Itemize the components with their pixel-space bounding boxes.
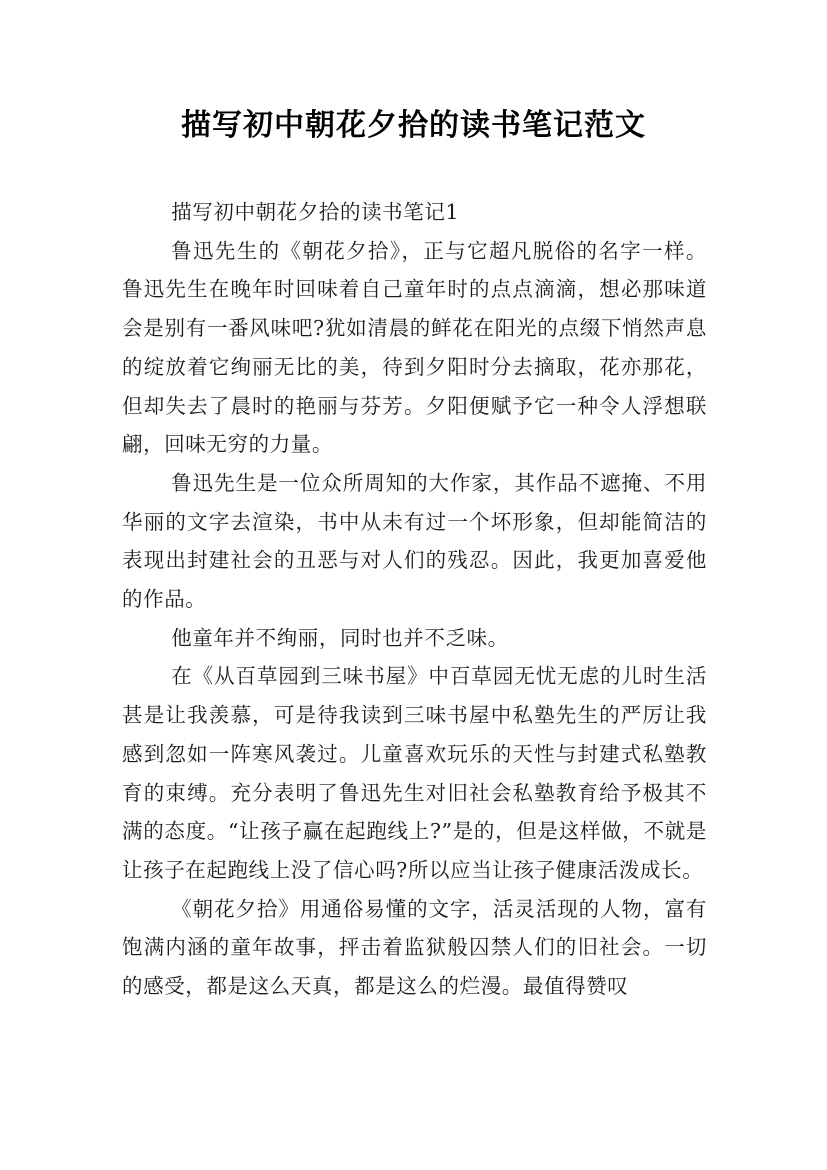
paragraph-4: 在《从百草园到三味书屋》中百草园无忧无虑的儿时生活甚是让我羡慕，可是待我读到三味书屋中私塾先生的严厉让我感到忽如一阵寒风袭过。儿童喜欢玩乐的天性与封建式私塾教育的束缚。充分表明了鲁迅先生对旧社会私塾教育给予极其不满的态度。“让孩子赢在起跑线上?”是的，但是这样做，不就是让孩子在起跑线上没了信心吗?所以应当让孩子健康活泼成长。 bbox=[122, 664, 707, 882]
document-title: 描写初中朝花夕拾的读书笔记范文 bbox=[181, 108, 646, 143]
paragraph-2: 鲁迅先生是一位众所周知的大作家，其作品不遮掩、不用华丽的文字去渲染，书中从未有过一个坏形象，但却能简洁的表现出封建社会的丑恶与对人们的残忍。因此，我更加喜爱他的作品。 bbox=[122, 470, 707, 612]
paragraph-1: 鲁迅先生的《朝花夕拾》，正与它超凡脱俗的名字一样。鲁迅先生在晚年时回味着自己童年时的点点滴滴，想必那味道会是别有一番风味吧?犹如清晨的鲜花在阳光的点缀下悄然声息的绽放着它绚丽无比的美，待到夕阳时分去摘取，花亦那花，但却失去了晨时的艳丽与芬芳。夕阳便赋予它一种令人浮想联翩，回味无穷的力量。 bbox=[122, 238, 707, 457]
paragraph-3: 他童年并不绚丽，同时也并不乏味。 bbox=[171, 625, 509, 650]
section-subheading: 描写初中朝花夕拾的读书笔记1 bbox=[171, 200, 460, 224]
paragraph-5: 《朝花夕拾》用通俗易懂的文字，活灵活现的人物，富有饱满内涵的童年故事，抨击着监狱般囚禁人们的旧社会。一切的感受，都是这么天真，都是这么的烂漫。最值得赞叹 bbox=[122, 896, 707, 999]
document-body bbox=[122, 193, 707, 1006]
